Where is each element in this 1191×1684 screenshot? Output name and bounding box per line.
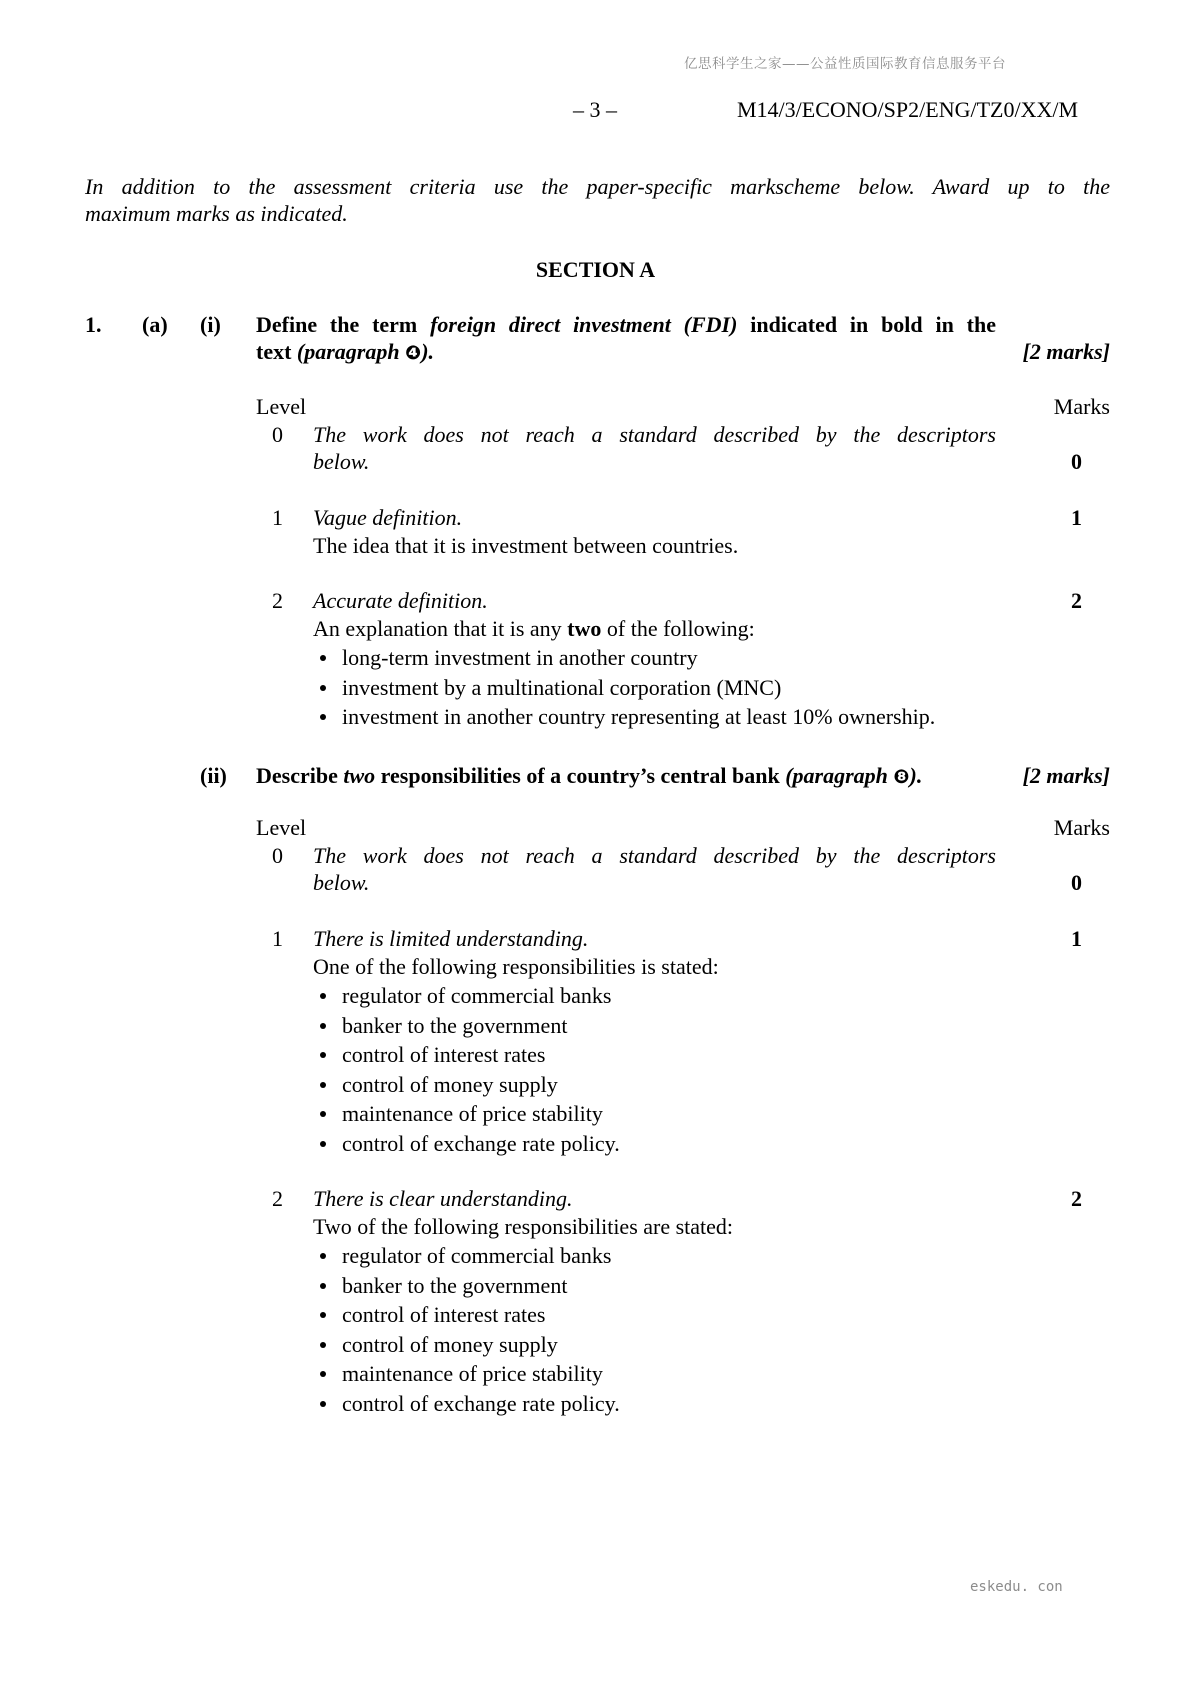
q2-level-1-descriptor: There is limited understanding. — [313, 926, 589, 951]
q2-level-0: 0 — [272, 843, 283, 868]
paragraph-8-icon: ❽ — [893, 766, 910, 788]
list-item: investment in another country representing at least 10% ownership. — [313, 703, 935, 733]
q1-prompt-line-2: text (paragraph ❹). — [256, 339, 435, 364]
q1-level-2-bullets — [313, 644, 935, 733]
paragraph-4-icon: ❹ — [405, 342, 422, 364]
q1-prompt-line-1: Define the term foreign direct investment (FDI) indicated in bold in the — [256, 312, 996, 337]
q2-level-1: 1 — [272, 926, 283, 951]
list-item: control of money supply — [313, 1331, 620, 1361]
watermark-top: 亿思科学生之家——公益性质国际教育信息服务平台 — [684, 56, 1006, 72]
q1-level-0-descriptor-1: The work does not reach a standard described by the descriptors — [313, 422, 996, 447]
q1-level-1-mark: 1 — [1071, 505, 1082, 530]
q2-level-2: 2 — [272, 1186, 283, 1211]
list-item: control of exchange rate policy. — [313, 1390, 620, 1420]
list-item: maintenance of price stability — [313, 1100, 620, 1130]
q2-level-0-mark: 0 — [1071, 870, 1082, 895]
q2-level-2-bullets — [313, 1242, 620, 1419]
q2-level-2-text: Two of the following responsibilities are stated: — [313, 1214, 734, 1239]
q2-level-1-text: One of the following responsibilities is stated: — [313, 954, 719, 979]
list-item: banker to the government — [313, 1012, 620, 1042]
page-number: – 3 – — [573, 97, 617, 122]
subquestion-ii-label: (ii) — [200, 763, 227, 788]
q1-level-2: 2 — [272, 588, 283, 613]
q2-marks: [2 marks] — [1022, 763, 1110, 788]
q1-level-0-mark: 0 — [1071, 449, 1082, 474]
list-item: banker to the government — [313, 1272, 620, 1302]
q2-level-0-descriptor-1: The work does not reach a standard described by the descriptors — [313, 843, 996, 868]
intro-line-2: maximum marks as indicated. — [85, 201, 348, 226]
q2-level-header: Level — [256, 815, 307, 840]
q2-prompt: Describe two responsibilities of a country’s central bank (paragraph ❽). — [256, 763, 923, 788]
subquestion-i-label: (i) — [200, 312, 221, 337]
document-code: M14/3/ECONO/SP2/ENG/TZ0/XX/M — [737, 97, 1079, 122]
q1-level-0: 0 — [272, 422, 283, 447]
list-item: control of exchange rate policy. — [313, 1130, 620, 1160]
list-item: maintenance of price stability — [313, 1360, 620, 1390]
list-item: regulator of commercial banks — [313, 1242, 620, 1272]
list-item: control of interest rates — [313, 1041, 620, 1071]
q1-level-2-mark: 2 — [1071, 588, 1082, 613]
list-item: regulator of commercial banks — [313, 982, 620, 1012]
list-item: long-term investment in another country — [313, 644, 935, 674]
section-title: SECTION A — [535, 257, 656, 282]
watermark-bottom: eskedu. con — [970, 1579, 1063, 1595]
q2-level-1-mark: 1 — [1071, 926, 1082, 951]
question-part: (a) — [142, 312, 168, 337]
question-number: 1. — [85, 312, 102, 337]
intro-line-1: In addition to the assessment criteria use the paper-specific markscheme below. Award up to the — [85, 174, 1110, 199]
q1-level-2-descriptor: Accurate definition. — [313, 588, 488, 613]
q2-level-2-mark: 2 — [1071, 1186, 1082, 1211]
q1-level-2-text: An explanation that it is any two of the following: — [313, 616, 755, 641]
q2-level-0-descriptor-2: below. — [313, 870, 370, 895]
list-item: investment by a multinational corporation (MNC) — [313, 674, 935, 704]
q1-level-1-descriptor: Vague definition. — [313, 505, 463, 530]
list-item: control of interest rates — [313, 1301, 620, 1331]
q1-level-1: 1 — [272, 505, 283, 530]
q1-marks: [2 marks] — [1022, 339, 1110, 364]
q2-level-2-descriptor: There is clear understanding. — [313, 1186, 573, 1211]
q2-level-1-bullets — [313, 982, 620, 1159]
q1-level-1-text: The idea that it is investment between countries. — [313, 533, 739, 558]
list-item: control of money supply — [313, 1071, 620, 1101]
q1-level-header: Level — [256, 394, 307, 419]
q2-marks-header: Marks — [1053, 815, 1110, 840]
q1-marks-header: Marks — [1053, 394, 1110, 419]
q1-level-0-descriptor-2: below. — [313, 449, 370, 474]
